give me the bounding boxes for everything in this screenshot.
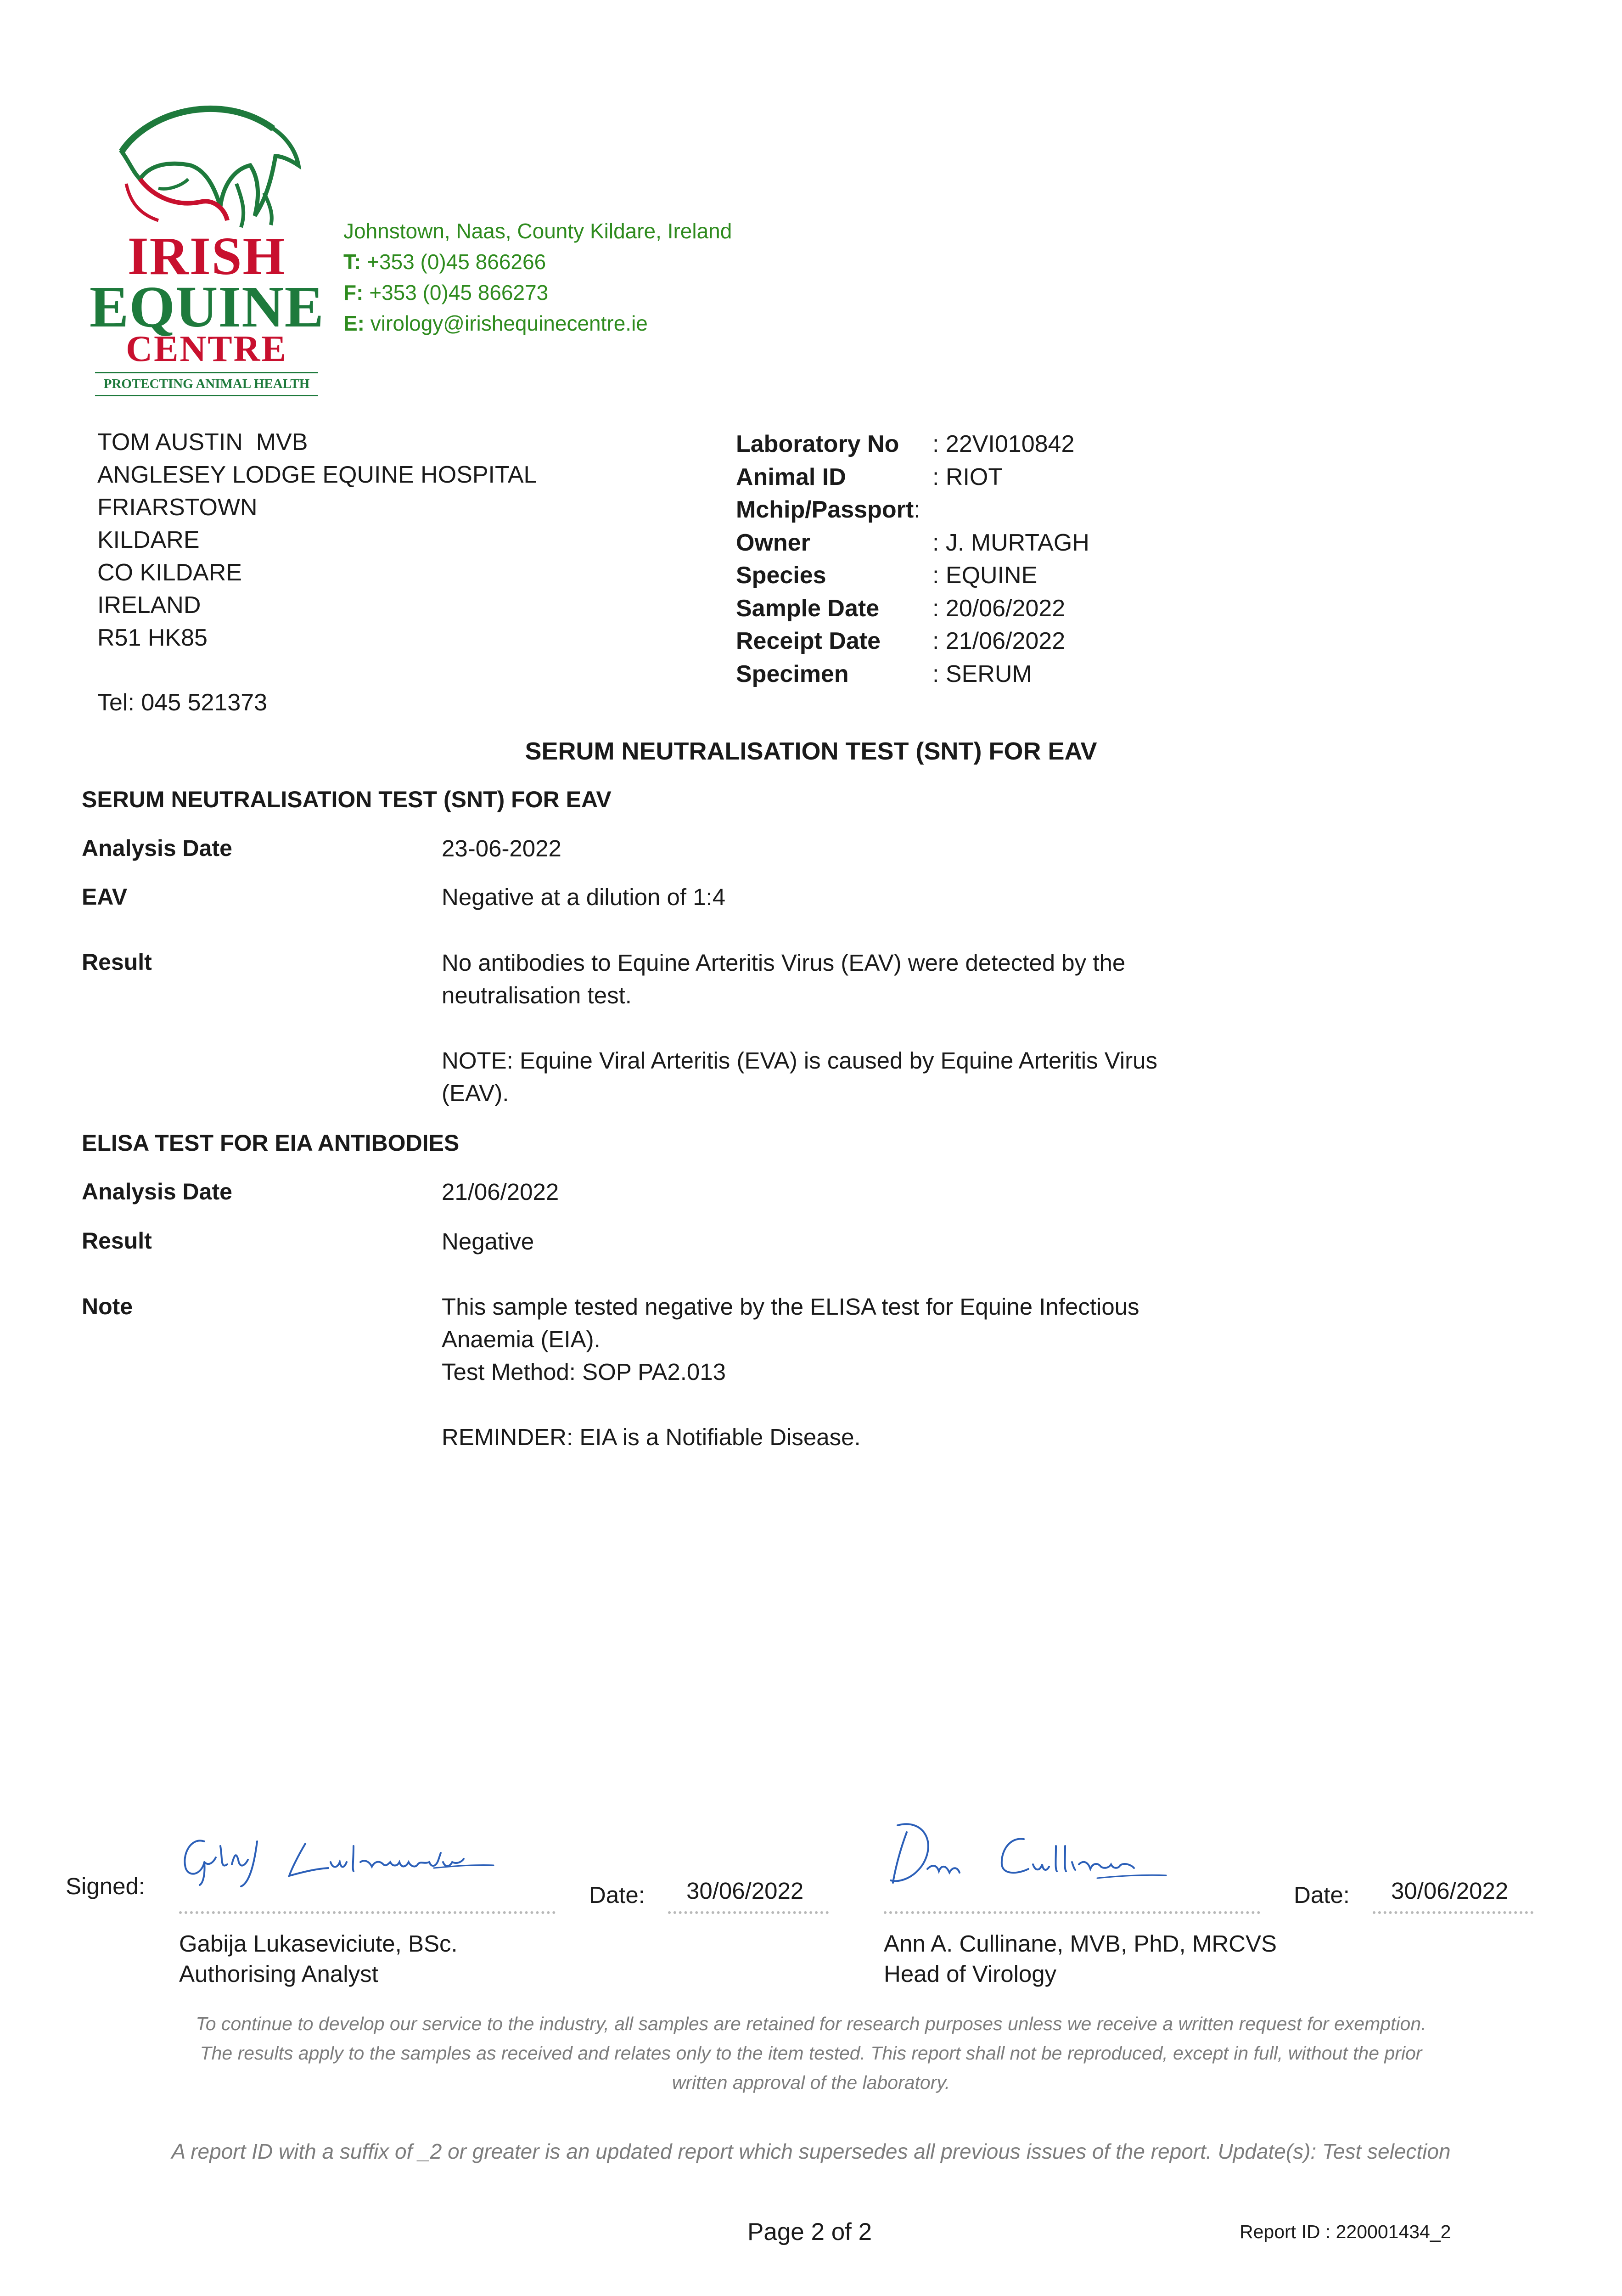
recipient-line: CO KILDARE <box>97 559 242 586</box>
logo-tagline: PROTECTING ANIMAL HEALTH <box>103 377 310 391</box>
info-value: : SERUM <box>932 660 1032 687</box>
org-email-row <box>343 308 732 339</box>
snt-analysis-date-label: Analysis Date <box>82 835 232 861</box>
sample-info <box>736 428 1089 691</box>
signature-right-details <box>884 1929 1277 1989</box>
info-label: Species <box>736 562 826 589</box>
info-value: : 20/06/2022 <box>932 595 1066 622</box>
info-value: : 21/06/2022 <box>932 628 1066 654</box>
elisa-reminder-text: REMINDER: EIA is a Notifiable Disease. <box>442 1424 861 1450</box>
info-row-species <box>736 559 1089 592</box>
elisa-note-text: This sample tested negative by the ELISA test for Equine Infectious Anaemia (EIA). <box>442 1294 1139 1352</box>
snt-eav-label: EAV <box>82 884 128 910</box>
org-email[interactable]: virology@irishequinecentre.ie <box>370 311 648 335</box>
recipient-tel: Tel: 045 521373 <box>97 689 268 716</box>
info-label: Receipt Date <box>736 628 881 654</box>
signature-left-image <box>177 1818 562 1887</box>
info-row-lab-no <box>736 428 1089 461</box>
signature-right-name: Ann A. Cullinane, MVB, PhD, MRCVS <box>884 1930 1277 1957</box>
info-label: Specimen <box>736 660 849 687</box>
org-logo <box>90 92 324 404</box>
recipient-line: TOM AUSTIN MVB <box>97 429 308 456</box>
snt-result-block <box>442 946 1222 1109</box>
info-row-owner <box>736 527 1089 560</box>
signature-left-date-label: Date: <box>589 1882 645 1908</box>
elisa-analysis-date-label: Analysis Date <box>82 1179 232 1204</box>
signature-right-date-line <box>1373 1911 1533 1914</box>
info-value: : J. MURTAGH <box>932 529 1089 556</box>
recipient-line: KILDARE <box>97 527 200 553</box>
org-phone: +353 (0)45 866266 <box>367 250 546 274</box>
info-row-animal-id <box>736 461 1089 494</box>
info-label: Animal ID <box>736 463 846 490</box>
elisa-analysis-date: 21/06/2022 <box>442 1179 559 1205</box>
logo-divider-bottom <box>95 395 318 396</box>
logo-divider <box>95 372 318 373</box>
footer-update-note: A report ID with a suffix of _2 or greater is an updated report which supersedes all previous issues of the report. Update(s): Test selection <box>171 2139 1451 2163</box>
report-title: SERUM NEUTRALISATION TEST (SNT) FOR EAV <box>525 737 1097 765</box>
info-row-mchip <box>736 494 1089 527</box>
info-value: : 22VI010842 <box>932 431 1075 457</box>
info-row-sample-date <box>736 592 1089 625</box>
org-address: Johnstown, Naas, County Kildare, Ireland <box>343 219 732 243</box>
email-label: E: <box>343 311 365 335</box>
org-fax: +353 (0)45 866273 <box>369 281 549 304</box>
signature-left-details <box>179 1929 458 1989</box>
footer-disclaimer-1: To continue to develop our service to the industry, all samples are retained for research purposes unless we receive a written request for exemption. <box>196 2013 1426 2034</box>
info-label: Sample Date <box>736 595 880 622</box>
elisa-section-title: ELISA TEST FOR EIA ANTIBODIES <box>82 1130 460 1156</box>
logo-word-irish: IRISH <box>127 226 286 286</box>
spacer <box>442 1012 1222 1044</box>
org-phone-row <box>343 247 732 277</box>
page-number: Page 2 of 2 <box>747 2218 872 2245</box>
logo-word-equine: EQUINE <box>90 274 324 339</box>
snt-section-title: SERUM NEUTRALISATION TEST (SNT) FOR EAV <box>82 787 612 812</box>
snt-note-text: NOTE: Equine Viral Arteritis (EVA) is caused by Equine Arteritis Virus (EAV). <box>442 1047 1157 1106</box>
signature-left-line <box>179 1911 556 1914</box>
info-row-receipt-date <box>736 625 1089 658</box>
snt-eav-value: Negative at a dilution of 1:4 <box>442 884 726 910</box>
signature-right-role: Head of Virology <box>884 1961 1057 1987</box>
recipient-line: R51 HK85 <box>97 625 208 651</box>
signature-left-role: Authorising Analyst <box>179 1961 378 1987</box>
logo-word-centre: CENTRE <box>126 329 287 369</box>
recipient-line: IRELAND <box>97 592 201 619</box>
signature-right-line <box>884 1911 1260 1914</box>
phone-label: T: <box>343 250 361 274</box>
footer-disclaimer <box>138 2009 1484 2097</box>
horse-emblem-icon <box>90 92 324 230</box>
elisa-note-label: Note <box>82 1294 133 1319</box>
signature-right-date: 30/06/2022 <box>1391 1878 1509 1904</box>
recipient-line: ANGLESEY LODGE EQUINE HOSPITAL <box>97 461 537 488</box>
info-label: Mchip/Passport <box>736 496 914 523</box>
signature-right-date-label: Date: <box>1294 1882 1350 1908</box>
report-id: Report ID : 220001434_2 <box>1240 2221 1451 2242</box>
org-contact <box>343 216 732 339</box>
signature-left-date-line <box>668 1911 829 1914</box>
org-fax-row <box>343 277 732 308</box>
elisa-note-block <box>442 1290 1222 1453</box>
info-row-specimen <box>736 658 1089 691</box>
footer-disclaimer-2: The results apply to the samples as received and relates only to the item tested. This report shall not be reproduced, except in full, without the prior written approval of the laboratory. <box>200 2043 1422 2093</box>
info-label: Laboratory No <box>736 431 899 457</box>
signed-label: Signed: <box>66 1873 145 1899</box>
info-label: Owner <box>736 529 810 556</box>
signature-right-image <box>881 1814 1267 1892</box>
info-value: : <box>914 496 920 523</box>
snt-analysis-date: 23-06-2022 <box>442 835 561 861</box>
elisa-result-label: Result <box>82 1228 152 1254</box>
info-value: : EQUINE <box>932 562 1038 589</box>
signature-left-name: Gabija Lukaseviciute, BSc. <box>179 1930 458 1957</box>
elisa-result-value: Negative <box>442 1228 534 1255</box>
recipient-address <box>97 426 537 654</box>
recipient-line: FRIARSTOWN <box>97 494 258 521</box>
snt-result-text: No antibodies to Equine Arteritis Virus (EAV) were detected by the neutralisation test. <box>442 950 1126 1008</box>
signature-left <box>177 1818 562 1887</box>
signature-left-date: 30/06/2022 <box>686 1878 804 1904</box>
elisa-method-text: Test Method: SOP PA2.013 <box>442 1359 726 1385</box>
info-value: : RIOT <box>932 463 1003 490</box>
fax-label: F: <box>343 281 364 304</box>
snt-result-label: Result <box>82 949 152 975</box>
spacer <box>442 1388 1222 1421</box>
signature-right <box>881 1814 1267 1892</box>
